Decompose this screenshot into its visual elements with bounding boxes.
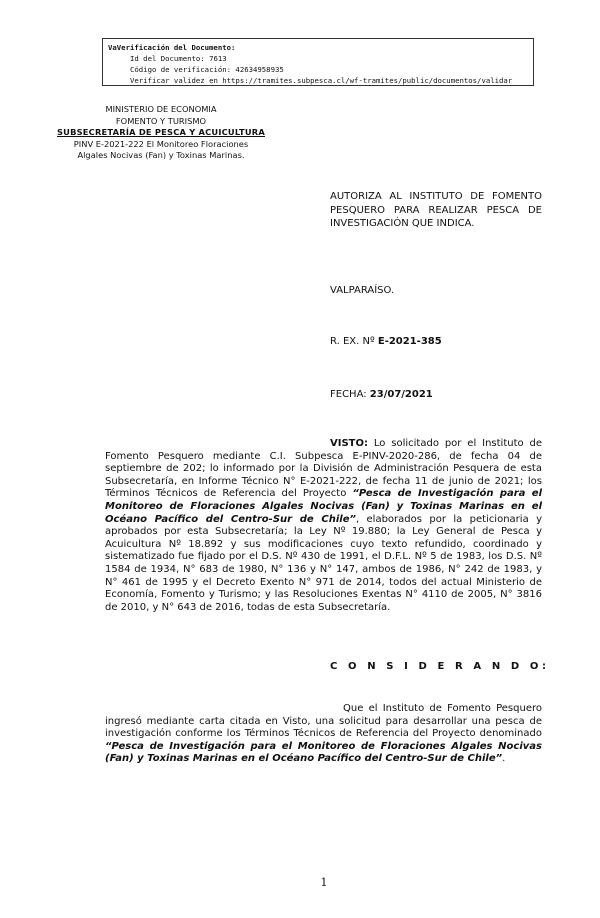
visto-project-title: “Pesca de Investigación para el Monitoreo de Floraciones Algales Nocivas (Fan) y Toxinas Marinas en el Océano Pacífico del Centro-Sur de Chile” [105, 488, 542, 525]
verification-url[interactable]: • Verificar validez en https://tramites.subpesca.cl/wf-tramites/public/documentos/validar [130, 75, 527, 86]
resolution-date-label: FECHA: [330, 389, 370, 400]
resolution-number [330, 336, 442, 349]
considerando-text-2: . [502, 753, 506, 765]
ministry-subname: FOMENTO Y TURISMO [115, 115, 207, 126]
reference-line-2: Algales Nocivas (Fan) y Toxinas Marinas. [77, 150, 245, 160]
verification-list [108, 53, 527, 86]
verification-code: • Código de verificación: 42634958935 [130, 64, 527, 75]
visto-paragraph [105, 438, 542, 614]
resolution-date [330, 389, 433, 402]
considerando-project-title: “Pesca de Investigación para el Monitoreo de Floraciones Algales Nocivas (Fan) y Toxinas Marinas en el Océano Pacífico del Centro-Sur de Chile” [105, 740, 542, 765]
considerando-paragraph-1 [105, 703, 542, 766]
verification-document-id: • Id del Documento: 7613 [130, 53, 527, 64]
subsecretary-name: SUBSECRETARÍA DE PESCA Y ACUICULTURA [57, 127, 265, 137]
visto-text-1: Lo solicitado por el Instituto de Fomento Pesquero mediante C.I. Subpesca E-PINV-2020-286, de fecha 04 de septiembre de 202; lo informado por la División de Administración Pesquera de esta Subsecretaría, en Informe Técnico N° E-2021-222, de fecha 11 de junio de 2021; los Términos Técnicos de Referencia del Proyecto [105, 438, 542, 500]
considerando-text-1: Que el Instituto de Fomento Pesquero ingresó mediante carta citada en Visto, una solicitud para desarrollar una pesca de investigación conforme los Términos Técnicos de Referencia del Proyecto denominado [105, 703, 542, 740]
agency-header [30, 104, 292, 162]
visto-heading: VISTO: [330, 438, 368, 449]
verification-box [102, 38, 534, 86]
resolution-title: AUTORIZA AL INSTITUTO DE FOMENTO PESQUERO PARA REALIZAR PESCA DE INVESTIGACIÓN QUE INDICA. [330, 191, 542, 229]
visto-text-2: , elaborados por la peticionaria y aprobados por esta Subsecretaría; la Ley Nº 19.880; la Ley General de Pesca y Acuicultura Nº 18.892 y sus modificaciones cuyo texto refundido, coordinado y sistematizado fue fijado por el D.S. Nº 430 de 1991, el D.F.L. Nº 5 de 1983, los D.S. Nº 1584 de 1934, N° 683 de 1980, N° 136 y N° 147, ambos de 1986, N° 242 de 1983, y N° 461 de 1995 y el Decreto Exento N° 971 de 2014, todos del actual Ministerio de Economía, Fomento y Turismo; y las Resoluciones Exentas N° 4110 de 2005, N° 3816 de 2010, y N° 643 de 2016, todas de esta Subsecretaría. [105, 513, 542, 613]
ministry-name: MINISTERIO DE ECONOMIA [105, 104, 217, 114]
resolution-number-value: E-2021-385 [377, 336, 442, 347]
considerando-heading: C O N S I D E R A N D O: [330, 661, 550, 672]
reference-line-1: PINV E-2021-222 El Monitoreo Floraciones [73, 138, 249, 149]
resolution-number-label: R. EX. Nº [330, 336, 378, 347]
verification-title: VaVerificación del Documento: [108, 43, 236, 52]
city: VALPARAÍSO. [330, 285, 395, 296]
page-number: 1 [320, 876, 328, 889]
resolution-date-value: 23/07/2021 [369, 389, 433, 400]
